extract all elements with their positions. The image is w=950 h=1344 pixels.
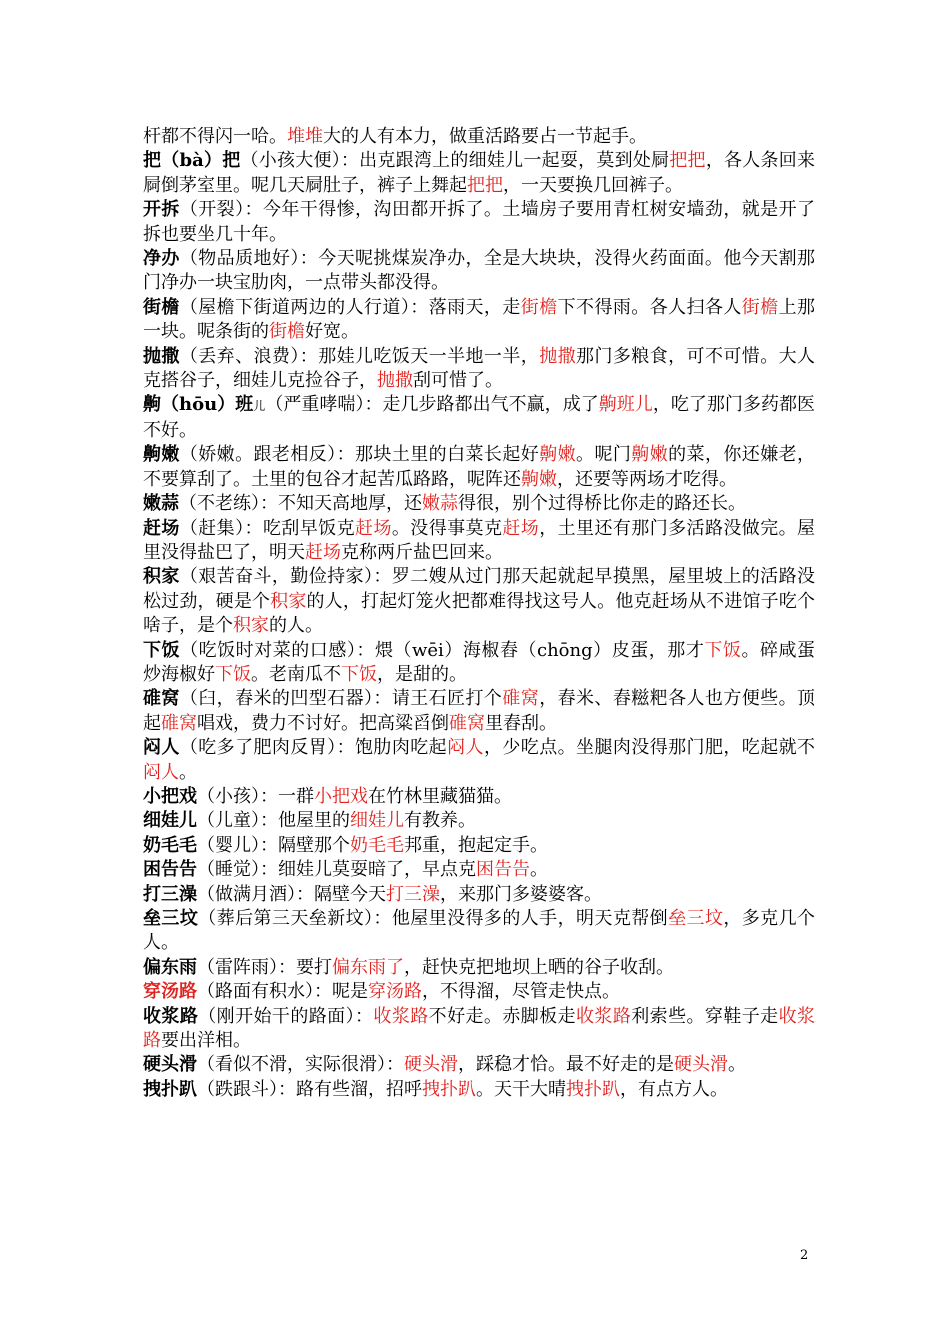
highlighted-term: 赶场 [305, 541, 341, 563]
glossary-entry [143, 639, 815, 688]
example-text: 。没得事莫克 [391, 517, 503, 539]
highlighted-term: 拽扑趴 [566, 1078, 620, 1100]
highlighted-term: 把把 [467, 174, 503, 196]
glossary-entry [143, 345, 815, 394]
entry-definition: （吃饭时对菜的口感）： [180, 639, 375, 661]
highlighted-term: 街檐 [520, 296, 558, 318]
glossary-entry [143, 247, 815, 296]
example-text: 在竹林里藏猫猫。 [368, 785, 512, 807]
glossary-entry [143, 858, 815, 882]
highlighted-term: 下饭 [704, 639, 742, 661]
highlighted-term: 齁嫩 [521, 468, 557, 490]
highlighted-term: 抛撒 [377, 370, 413, 392]
glossary-entry [143, 517, 815, 566]
highlighted-term: 把把 [669, 150, 706, 172]
glossary-entry [143, 565, 815, 638]
entry-definition: （看似不滑，实际很滑）： [197, 1054, 404, 1076]
example-text: 隔壁那个 [278, 834, 350, 856]
entry-term: 收浆路 [143, 1005, 199, 1027]
highlighted-term: 齁嫩 [539, 444, 577, 466]
example-text: 煨（wēi）海椒舂（chōng）皮蛋，那才 [374, 639, 705, 661]
entry-definition: （儿童）： [197, 810, 278, 832]
example-text: 罗二嫂从过门那天起就起早摸黑，屋里坡上的活路没松过劲，硬是个 [143, 566, 816, 612]
dialect-glossary [143, 125, 815, 1102]
entry-definition: （严重哮喘）： [265, 394, 383, 416]
example-text: 里舂刮。 [485, 712, 557, 734]
example-text: 不知天高地厚，还 [278, 493, 422, 515]
example-text: 利索些。穿鞋子走 [631, 1005, 779, 1027]
entry-definition: （开裂）： [179, 199, 263, 221]
highlighted-term: 抛撒 [539, 345, 577, 367]
entry-definition: （物品质地好）： [179, 248, 319, 270]
highlighted-term: 偏东雨了 [332, 956, 404, 978]
example-text: 那门多粮食，可不可惜。大人克搭谷子，细娃儿克捡谷子， [143, 345, 816, 392]
entry-definition: （小孩大便）： [240, 150, 360, 172]
example-text: 有教养。 [404, 810, 476, 832]
example-text: 邦重，抱起定手。 [404, 834, 548, 856]
entry-term: 硬头滑 [143, 1054, 197, 1076]
example-text: 克称两斤盐巴回来。 [341, 541, 503, 563]
example-text: 出克跟湾上的细娃儿一起耍，莫到处屙 [359, 150, 670, 172]
highlighted-term: 细娃儿 [350, 810, 404, 832]
entry-term: 积家 [143, 566, 180, 588]
glossary-entry [143, 907, 815, 956]
example-text: 。 [179, 761, 197, 783]
entry-definition: （艰苦奋斗，勤俭持家）： [179, 566, 392, 588]
glossary-entry [143, 443, 815, 492]
highlighted-term: 积家 [270, 590, 307, 612]
entry-definition: （小孩）： [197, 785, 278, 807]
highlighted-term: 堆堆 [287, 126, 323, 147]
example-text: 路有些溜，招呼 [296, 1078, 422, 1100]
example-text: ，一天要换几回裤子。 [503, 174, 683, 196]
example-text: 今年干得惨，沟田都开拆了。土墙房子要用青杠树安墙劲，就是开了拆也要坐几十年。 [143, 199, 816, 245]
highlighted-term: 收浆路 [373, 1005, 429, 1027]
example-text: ，赶快克把地坝上晒的谷子收刮。 [404, 956, 674, 978]
highlighted-term: 积家 [233, 615, 269, 637]
example-text: 大的人有本力，做重活路要占一节起手。 [323, 126, 647, 147]
example-text: ，多克几个人。 [143, 908, 816, 954]
entry-term: 抛撒 [143, 345, 180, 367]
example-text: 细娃儿莫耍暗了，早点克 [278, 859, 476, 881]
example-text: 走几步路都出气不赢，成了 [382, 394, 599, 416]
example-text: 杆都不得闪一哈。 [143, 126, 287, 147]
highlighted-term: 下饭 [215, 663, 251, 685]
glossary-entry [143, 883, 815, 907]
example-text: 呢是 [332, 981, 368, 1003]
glossary-entry [143, 785, 815, 809]
highlighted-term: 拽扑趴 [422, 1078, 476, 1100]
entry-term: 奶毛毛 [143, 834, 197, 856]
example-text: 的人。 [269, 615, 323, 637]
glossary-entry [143, 809, 815, 833]
glossary-entry [143, 492, 815, 516]
highlighted-term: 垒三坟 [668, 908, 724, 929]
glossary-entry [143, 393, 815, 443]
highlighted-term: 硬头滑 [404, 1054, 458, 1076]
entry-definition: （吃多了肥肉反胃）： [179, 737, 356, 759]
example-text: 唱戏，费力不讨好。把高粱舀倒 [197, 712, 449, 734]
example-text: 不好走。赤脚板走 [428, 1005, 577, 1027]
example-text: ，来那门多婆婆客。 [440, 883, 602, 905]
entry-definition: （睡觉）： [197, 859, 278, 881]
entry-definition: （赶集）： [179, 517, 263, 539]
glossary-entry [143, 198, 815, 247]
example-text: 刮可惜了。 [413, 370, 503, 392]
example-text: ，有点方人。 [620, 1078, 728, 1100]
example-text: 那块土里的白菜长起好 [355, 444, 540, 466]
entry-definition: （不老练）： [179, 493, 278, 515]
example-text: 下不得雨。各人扫各人 [557, 296, 742, 318]
entry-definition: （婴儿）： [197, 834, 278, 856]
glossary-entry [143, 980, 815, 1004]
highlighted-term: 打三澡 [386, 883, 440, 905]
glossary-entry [143, 956, 815, 980]
entry-term: 净办 [143, 248, 180, 270]
example-text: ，是甜的。 [377, 663, 467, 685]
example-text: ，少吃点。坐腿肉没得那门肥，吃起就不 [483, 737, 816, 759]
example-text: ，不得溜，尽管走快点。 [422, 981, 620, 1003]
entry-term: 垒三坟 [143, 908, 199, 929]
entry-term: 小把戏 [143, 785, 197, 807]
entry-definition: （路面有积水）： [197, 981, 332, 1003]
example-text: 吃刮早饭克 [262, 517, 356, 539]
glossary-entry [143, 736, 815, 785]
entry-definition: （做满月酒）： [197, 883, 314, 905]
highlighted-term: 赶场 [355, 517, 392, 539]
example-text: 。 [728, 1054, 746, 1076]
entry-term: 齁嫩 [143, 444, 180, 466]
entry-term-suffix: 儿 [253, 399, 266, 414]
example-text: 的菜，你还嫌老，不要算刮了。土里的包谷才起苦瓜路路，呢阵还 [143, 444, 816, 490]
highlighted-term: 困告告 [476, 859, 530, 881]
glossary-entry [143, 834, 815, 858]
highlighted-term: 碓窝 [161, 712, 197, 734]
entry-term: 细娃儿 [143, 810, 197, 832]
entry-term: 穿汤路 [143, 981, 197, 1003]
example-text: 。呢门 [576, 444, 632, 466]
entry-term: 赶场 [143, 517, 180, 539]
entry-definition: （跌跟斗）： [197, 1078, 296, 1100]
highlighted-term: 碓窝 [502, 688, 540, 710]
highlighted-term: 齁嫩 [631, 444, 669, 466]
highlighted-term: 嫩蒜 [422, 493, 458, 515]
highlighted-term: 街檐 [269, 321, 305, 343]
entry-term: 把（bà）把 [143, 150, 241, 172]
highlighted-term: 街檐 [741, 296, 779, 318]
example-text: 隔壁今天 [314, 883, 386, 905]
example-text: ，还要等两场才吃得。 [557, 468, 737, 490]
entry-definition: （丢弃、浪费）： [179, 345, 319, 367]
highlighted-term: 奶毛毛 [350, 834, 404, 856]
glossary-entry [143, 149, 815, 198]
entry-definition: （臼，舂米的凹型石器）： [179, 688, 392, 710]
glossary-entry [143, 125, 815, 149]
example-text: 。 [530, 859, 548, 881]
example-text: ，土里还有那门多活路没做完。屋里没得盐巴了，明天 [143, 517, 816, 563]
highlighted-term: 下饭 [341, 663, 377, 685]
glossary-entry [143, 687, 815, 736]
example-text: 请王石匠打个 [391, 688, 503, 710]
glossary-entry [143, 1005, 815, 1054]
entry-term: 困告告 [143, 859, 197, 881]
entry-term: 碓窝 [143, 688, 180, 710]
example-text: 他屋里没得多的人手，明天克帮倒 [391, 908, 669, 929]
example-text: ，踩稳才恰。最不好走的是 [458, 1054, 674, 1076]
example-text: ，舂米、舂糍粑各人也方便些。顶起 [143, 688, 816, 734]
example-text: 。老南瓜不 [251, 663, 341, 685]
glossary-entry [143, 1078, 815, 1102]
example-text: 他屋里的 [278, 810, 350, 832]
entry-term: 下饭 [143, 639, 181, 661]
example-text: 。碎咸蛋炒海椒好 [143, 639, 816, 685]
example-text: 。天干大晴 [476, 1078, 566, 1100]
example-text: 落雨天，走 [428, 296, 521, 318]
highlighted-term: 赶场 [502, 517, 540, 539]
example-text: 今天呢挑煤炭净办，全是大块块，没得火药面面。他今天割那门净办一块宝肋肉，一点带头都没得。 [143, 248, 816, 294]
entry-definition: （刚开始干的路面）： [198, 1005, 374, 1027]
example-text: 好宽。 [305, 321, 359, 343]
example-text: 那娃儿吃饭天一半地一半， [318, 345, 540, 367]
entry-term: 打三澡 [143, 883, 197, 905]
highlighted-term: 小把戏 [314, 785, 368, 807]
entry-term: 闷人 [143, 737, 180, 759]
example-text: 上那一块。呢条街的 [143, 296, 816, 343]
highlighted-term: 碓窝 [449, 712, 485, 734]
highlighted-term: 穿汤路 [368, 981, 422, 1003]
entry-term: 偏东雨 [143, 956, 197, 978]
highlighted-term: 硬头滑 [674, 1054, 728, 1076]
highlighted-term: 齁班儿 [598, 394, 653, 416]
example-text: 一群 [278, 785, 314, 807]
entry-term: 街檐 [143, 296, 180, 318]
example-text: 要出洋相。 [161, 1030, 251, 1052]
example-text: 饱肋肉吃起 [355, 737, 448, 759]
example-text: 要打 [296, 956, 332, 978]
highlighted-term: 收浆路 [576, 1005, 632, 1027]
entry-definition: （葬后第三天垒新坟）： [198, 908, 392, 929]
entry-term: 开拆 [143, 199, 180, 221]
highlighted-term: 收浆路 [143, 1005, 816, 1052]
entry-term: 拽扑趴 [143, 1078, 197, 1100]
example-text: ，吃了那门多药都医不好。 [143, 394, 816, 441]
entry-definition: （屋檐下街道两边的人行道）： [179, 296, 429, 318]
entry-definition: （娇嫩。跟老相反）： [179, 444, 356, 466]
entry-term: 齁（hōu）班 [143, 394, 254, 416]
example-text: 得很，别个过得桥比你走的路还长。 [458, 493, 746, 515]
example-text: 的人，打起灯笼火把都难得找这号人。他克赶场从不进馆子吃个啥子，是个 [143, 590, 816, 637]
example-text: ，各人条回来屙倒茅室里。呢几天屙肚子，裤子上舞起 [143, 150, 816, 196]
glossary-entry [143, 296, 815, 345]
highlighted-term: 闷人 [447, 737, 484, 759]
entry-definition: （雷阵雨）： [197, 956, 296, 978]
entry-term: 嫩蒜 [143, 493, 179, 515]
page-number: 2 [800, 1248, 809, 1263]
glossary-entry [143, 1053, 815, 1077]
highlighted-term: 闷人 [143, 761, 179, 783]
